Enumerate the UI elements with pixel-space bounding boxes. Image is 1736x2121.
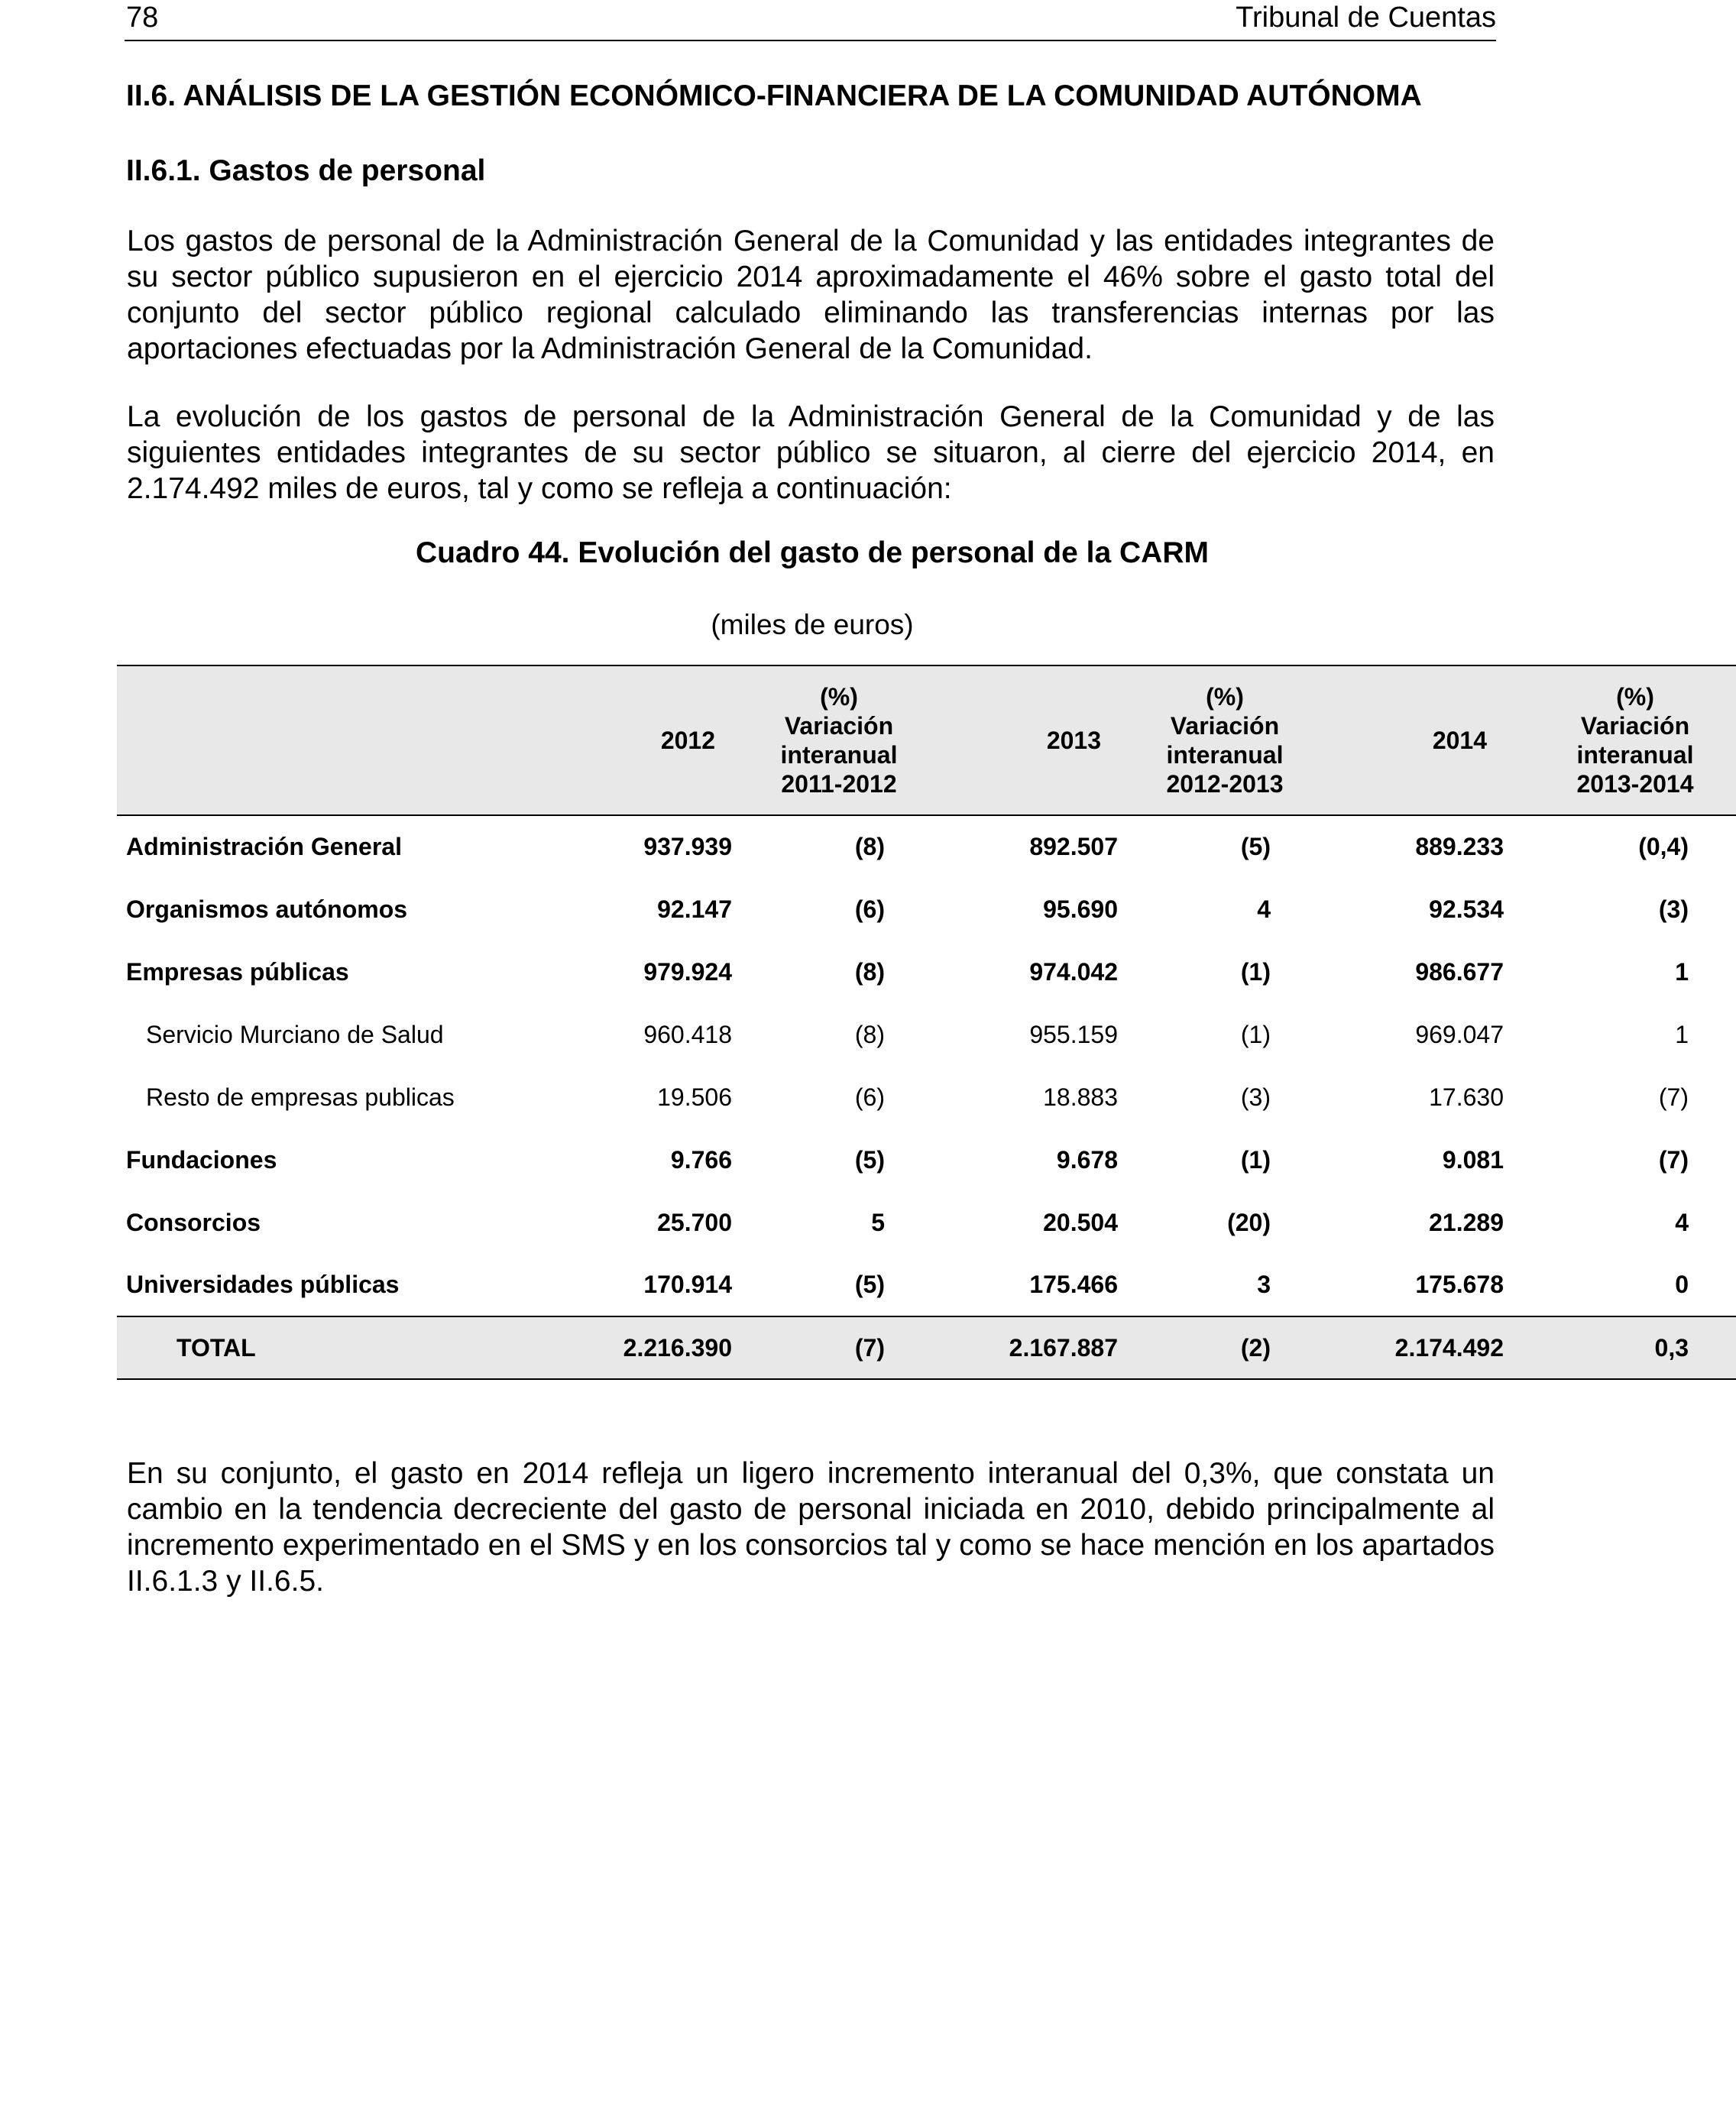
value-2014: 21.289 xyxy=(1429,1208,1504,1236)
table-row xyxy=(117,1003,1736,1066)
value-2013: 974.042 xyxy=(1029,957,1118,986)
total-variation-2013-2014: 0,3 xyxy=(1534,1316,1736,1379)
total-variation-2012-2013: (2) xyxy=(1148,1316,1301,1379)
table-row xyxy=(117,1254,1736,1316)
table-row xyxy=(117,878,1736,941)
header-line: 2012-2013 xyxy=(1166,770,1284,798)
variation-2013-2014: (7) xyxy=(1658,1083,1689,1111)
total-2014: 2.174.492 xyxy=(1301,1316,1534,1379)
value-2013: 20.504 xyxy=(1043,1208,1118,1236)
value-2012: 960.418 xyxy=(643,1020,732,1048)
table-row xyxy=(117,941,1736,1003)
variation-2013-2014: 1 xyxy=(1675,1020,1689,1048)
variation-2012-2013: (1) xyxy=(1240,1145,1271,1174)
variation-2012-2013: (1) xyxy=(1240,1020,1271,1048)
header-line: Variación xyxy=(1170,712,1280,740)
variation-2011-2012: (6) xyxy=(854,895,885,923)
variation-2012-2013: (5) xyxy=(1240,833,1271,860)
row-label: Resto de empresas publicas xyxy=(146,1083,455,1111)
variation-2012-2013: (20) xyxy=(1227,1208,1271,1236)
variation-2012-2013: 3 xyxy=(1257,1271,1271,1298)
value-2013: 892.507 xyxy=(1029,833,1118,860)
row-label: Empresas públicas xyxy=(126,957,349,986)
value-2014: 9.081 xyxy=(1442,1145,1504,1174)
header-2014: 2014 xyxy=(1301,665,1534,815)
variation-2013-2014: (3) xyxy=(1658,895,1689,923)
value-2012: 25.700 xyxy=(657,1208,732,1236)
variation-2011-2012: (8) xyxy=(854,1020,885,1048)
value-2012: 92.147 xyxy=(657,895,732,923)
header-line: Variación xyxy=(1580,712,1690,740)
header-label-cell xyxy=(117,665,530,815)
section-heading: II.6. ANÁLISIS DE LA GESTIÓN ECONÓMICO-FINANCIERA DE LA COMUNIDAD AUTÓNOMA xyxy=(126,79,1422,112)
variation-2011-2012: (8) xyxy=(854,833,885,860)
header-line: 2011-2012 xyxy=(781,770,897,798)
row-label: Consorcios xyxy=(126,1208,261,1236)
header-line: (%) xyxy=(820,683,858,711)
variation-2013-2014: (7) xyxy=(1658,1145,1689,1174)
value-2014: 986.677 xyxy=(1415,957,1504,986)
header-variation-2013-2014 xyxy=(1534,665,1736,815)
value-2014: 92.534 xyxy=(1429,895,1504,923)
row-label: Fundaciones xyxy=(126,1145,277,1174)
header-2012: 2012 xyxy=(530,665,763,815)
running-header xyxy=(125,0,1496,41)
value-2014: 969.047 xyxy=(1415,1020,1504,1048)
value-2014: 889.233 xyxy=(1415,833,1504,860)
variation-2011-2012: (8) xyxy=(854,957,885,986)
table-total-row xyxy=(117,1316,1736,1379)
variation-2011-2012: (5) xyxy=(854,1271,885,1298)
value-2012: 937.939 xyxy=(643,833,732,860)
variation-2011-2012: 5 xyxy=(871,1208,885,1236)
value-2012: 170.914 xyxy=(643,1271,732,1298)
table-row xyxy=(117,1129,1736,1191)
row-label: Servicio Murciano de Salud xyxy=(146,1020,444,1048)
header-line: interanual xyxy=(1576,741,1694,769)
value-2013: 955.159 xyxy=(1029,1020,1118,1048)
total-2012: 2.216.390 xyxy=(530,1316,763,1379)
total-label: TOTAL xyxy=(117,1316,530,1379)
table-caption: Cuadro 44. Evolución del gasto de personal de la CARM xyxy=(415,536,1210,569)
variation-2013-2014: 1 xyxy=(1675,957,1689,986)
value-2013: 9.678 xyxy=(1056,1145,1118,1174)
header-line: Variación xyxy=(784,712,894,740)
variation-2013-2014: 4 xyxy=(1675,1208,1689,1236)
table-units: (miles de euros) xyxy=(711,609,914,640)
value-2012: 9.766 xyxy=(670,1145,732,1174)
header-2013: 2013 xyxy=(915,665,1148,815)
variation-2013-2014: (0,4) xyxy=(1638,833,1689,860)
variation-2011-2012: (5) xyxy=(854,1145,885,1174)
closing-paragraph: En su conjunto, el gasto en 2014 refleja un ligero incremento interanual del 0,3%, que constata un cambio en la tendencia decreciente del gasto de personal iniciada en 2010, debido principalmente al incremento experimentado en el SMS y en los consorcios tal y como se hace mención en los apartados II.6.1.3 y II.6.5. xyxy=(127,1457,1495,1598)
table-header-row xyxy=(117,665,1736,815)
row-label: Organismos autónomos xyxy=(126,895,408,923)
variation-2012-2013: (1) xyxy=(1240,957,1271,986)
header-variation-2012-2013 xyxy=(1148,665,1301,815)
intro-paragraph: Los gastos de personal de la Administración General de la Comunidad y las entidades integrantes de su sector público supusieron en el ejercicio 2014 aproximadamente el 46% sobre el gasto total del conjunto del sector público regional calculado eliminando las transferencias internas por las aportaciones efectuadas por la Administración General de la Comunidad. xyxy=(127,225,1495,365)
value-2014: 175.678 xyxy=(1415,1271,1504,1298)
value-2012: 19.506 xyxy=(657,1083,732,1111)
variation-2011-2012: (6) xyxy=(854,1083,885,1111)
header-variation-2011-2012 xyxy=(763,665,915,815)
table-row xyxy=(117,1066,1736,1129)
variation-2012-2013: 4 xyxy=(1257,895,1271,923)
variation-2012-2013: (3) xyxy=(1240,1083,1271,1111)
header-line: 2013-2014 xyxy=(1576,770,1694,798)
value-2014: 17.630 xyxy=(1429,1083,1504,1111)
row-label: Universidades públicas xyxy=(126,1271,400,1298)
page-number: 78 xyxy=(126,2,159,34)
value-2013: 175.466 xyxy=(1029,1271,1118,1298)
header-line: (%) xyxy=(1206,683,1244,711)
running-title: Tribunal de Cuentas xyxy=(1236,2,1496,34)
header-line: interanual xyxy=(780,741,898,769)
variation-2013-2014: 0 xyxy=(1675,1271,1689,1298)
personnel-expense-table xyxy=(117,665,1736,1380)
row-label: Administración General xyxy=(126,833,402,860)
subsection-heading: II.6.1. Gastos de personal xyxy=(126,154,486,187)
value-2012: 979.924 xyxy=(643,957,732,986)
total-2013: 2.167.887 xyxy=(915,1316,1148,1379)
total-variation-2011-2012: (7) xyxy=(763,1316,915,1379)
header-line: interanual xyxy=(1166,741,1284,769)
value-2013: 95.690 xyxy=(1043,895,1118,923)
table-row xyxy=(117,1191,1736,1254)
value-2013: 18.883 xyxy=(1043,1083,1118,1111)
table-row xyxy=(117,815,1736,878)
header-line: (%) xyxy=(1616,683,1654,711)
evolution-paragraph: La evolución de los gastos de personal de la Administración General de la Comunidad y de las siguientes entidades integrantes de su sector público se situaron, al cierre del ejercicio 2014, en 2.174.492 miles de euros, tal y como se refleja a continuación: xyxy=(127,400,1495,505)
